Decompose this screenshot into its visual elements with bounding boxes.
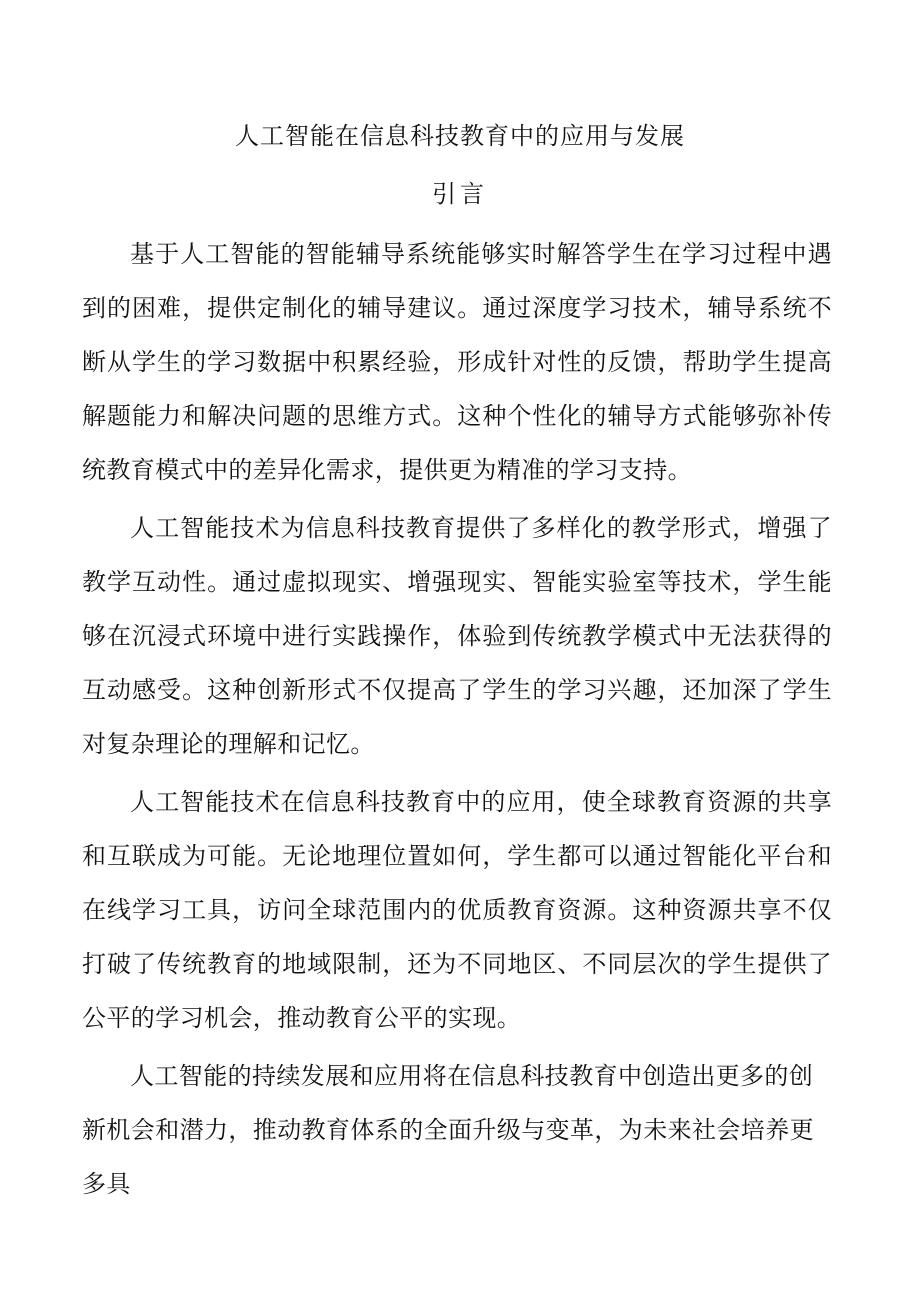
section-heading: 引言	[432, 180, 488, 208]
document-title: 人工智能在信息科技教育中的应用与发展	[235, 122, 685, 150]
body-paragraph: 人工智能技术在信息科技教育中的应用，使全球教育资源的共享和互联成为可能。无论地理位置如何，学生都可以通过智能化平台和在线学习工具，访问全球范围内的优质教育资源。这种资源共享不仅打破了传统教育的地域限制，还为不同地区、不同层次的学生提供了公平的学习机会，推动教育公平的实现。	[82, 788, 832, 1032]
body-paragraph: 人工智能技术为信息科技教育提供了多样化的教学形式，增强了教学互动性。通过虚拟现实、增强现实、智能实验室等技术，学生能够在沉浸式环境中进行实践操作，体验到传统教学模式中无法获得的互动感受。这种创新形式不仅提高了学生的学习兴趣，还加深了学生对复杂理论的理解和记忆。	[82, 514, 832, 758]
body-paragraph: 基于人工智能的智能辅导系统能够实时解答学生在学习过程中遇到的困难，提供定制化的辅导建议。通过深度学习技术，辅导系统不断从学生的学习数据中积累经验，形成针对性的反馈，帮助学生提高解题能力和解决问题的思维方式。这种个性化的辅导方式能够弥补传统教育模式中的差异化需求，提供更为精准的学习支持。	[82, 240, 832, 484]
body-paragraph: 人工智能的持续发展和应用将在信息科技教育中创造出更多的创新机会和潜力，推动教育体系的全面升级与变革，为未来社会培养更多具	[82, 1062, 814, 1198]
